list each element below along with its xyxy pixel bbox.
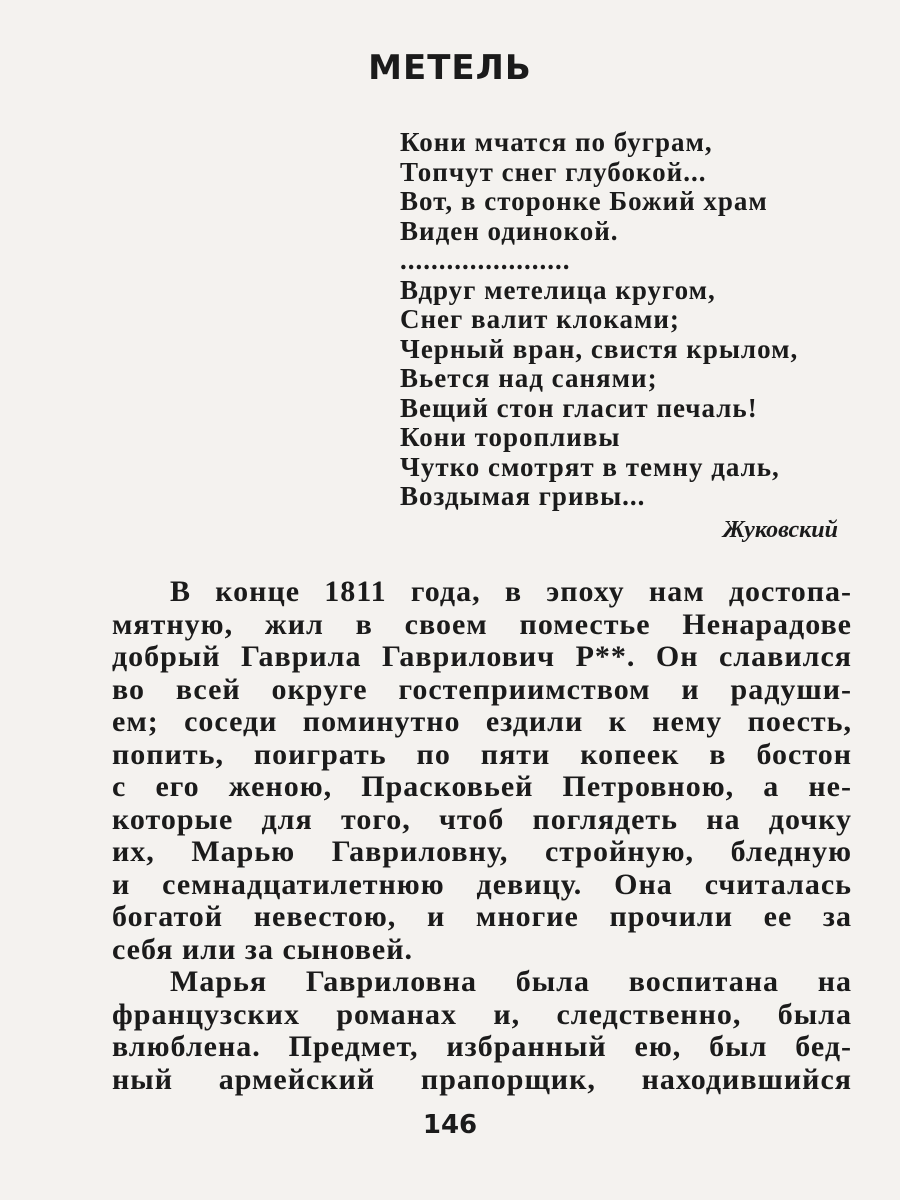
prose-line: с его женою, Прасковьей Петровною, а не- — [112, 770, 852, 803]
prose-line: богатой невестою, и многие прочили ее за — [112, 900, 852, 933]
poem-line: Вдруг метелица кругом, — [400, 274, 716, 305]
epigraph-author: Жуковский — [722, 517, 838, 543]
poem-line: Снег валит клоками; — [400, 304, 680, 334]
prose-line: их, Марью Гавриловну, стройную, бледную — [112, 835, 852, 868]
prose-line: французских романах и, следственно, была — [112, 997, 852, 1031]
prose-line: которые для того, чтоб поглядеть на дочку — [112, 802, 852, 836]
prose-line: Марья Гавриловна была воспитана на — [170, 965, 852, 998]
poem-line: Кони торопливы — [400, 422, 621, 452]
prose-line: себя или за сыновей. — [112, 932, 414, 966]
poem-line: Вьется над санями; — [400, 363, 658, 393]
prose-line: попить, поиграть по пяти копеек в бостон — [112, 737, 852, 771]
poem-line: Кони мчатся по буграм, — [400, 127, 713, 157]
prose-line: во всей округе гостеприимством и радуши- — [112, 672, 852, 706]
prose-line: и семнадцатилетнюю девицу. Она считалась — [112, 867, 852, 901]
epigraph-poem — [400, 128, 840, 512]
poem-line: Вот, в сторонке Божий храм — [400, 186, 768, 216]
page-number: 146 — [422, 1110, 478, 1140]
prose-line: добрый Гаврила Гаврилович Р**. Он славился — [112, 640, 852, 673]
chapter-title: МЕТЕЛЬ — [368, 48, 532, 88]
poem-line: Чутко смотрят в темну даль, — [400, 451, 780, 482]
prose-text — [112, 576, 852, 1096]
poem-line: Топчут снег глубокой... — [400, 156, 707, 187]
poem-line: Виден одинокой. — [400, 215, 619, 246]
prose-line: влюблена. Предмет, избранный ею, был бед- — [112, 1030, 852, 1063]
prose-line: ный армейский прапорщик, находившийся — [112, 1062, 852, 1096]
prose-line: мятную, жил в своем поместье Ненарадове — [112, 607, 852, 641]
prose-line: В конце 1811 года, в эпоху нам достопа- — [170, 575, 852, 608]
poem-line: Воздымая гривы... — [400, 481, 646, 511]
poem-line: Вещий стон гласит печаль! — [400, 392, 758, 423]
poem-ellipsis-line: ...................... — [400, 245, 571, 275]
prose-line: ем; соседи поминутно ездили к нему поесть, — [112, 705, 852, 738]
poem-line: Черный вран, свистя крылом, — [400, 333, 799, 364]
